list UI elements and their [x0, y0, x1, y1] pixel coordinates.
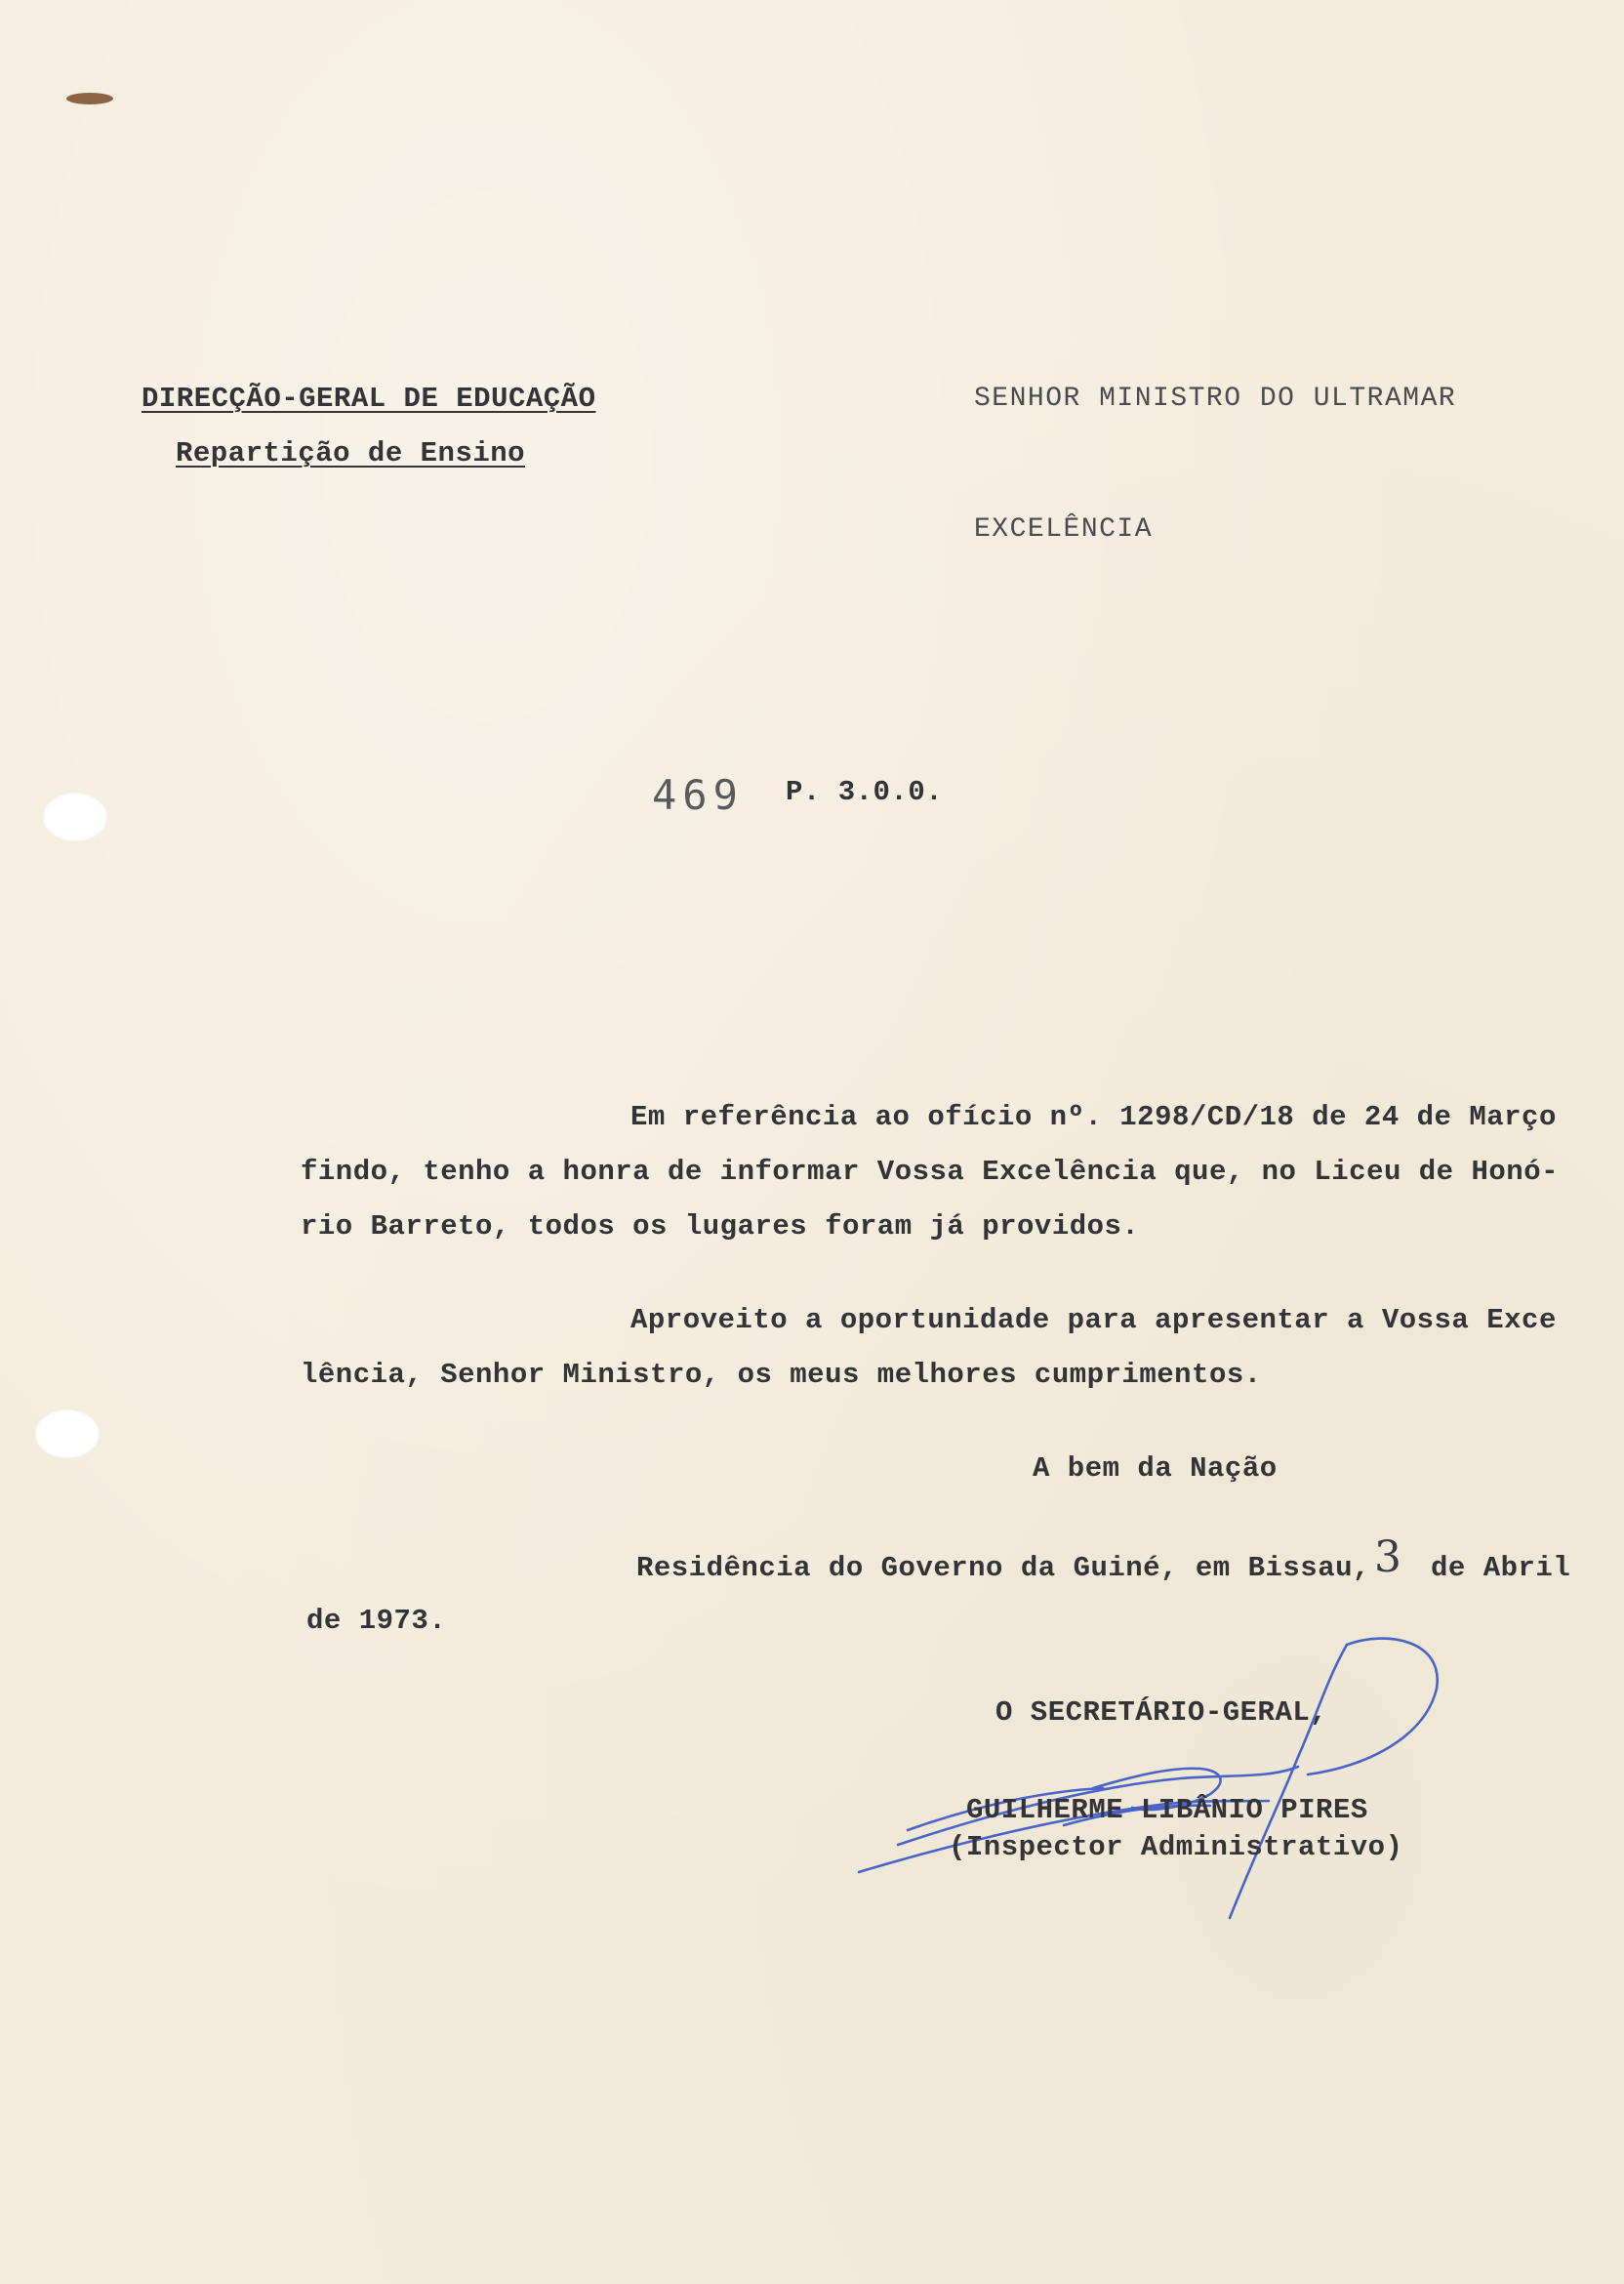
- handwritten-day: 3: [1374, 1532, 1401, 1582]
- handwritten-signature: [839, 1620, 1464, 1952]
- reference-code: P. 3.0.0.: [786, 776, 944, 808]
- signatory-title: O SECRETÁRIO-GERAL,: [995, 1696, 1328, 1729]
- punch-hole-bottom: [35, 1409, 100, 1458]
- addressee: SENHOR MINISTRO DO ULTRAMAR: [974, 384, 1457, 414]
- signatory-role: (Inspector Administrativo): [949, 1831, 1403, 1863]
- dateline-prefix: Residência do Governo da Guiné, em Bissau,: [636, 1552, 1370, 1584]
- body-line: rio Barreto, todos os lugares foram já providos.: [301, 1210, 1140, 1243]
- signatory-name: GUILHERME LIBÂNIO PIRES: [966, 1794, 1368, 1826]
- body-line: findo, tenho a honra de informar Vossa Excelência que, no Liceu de Honó-: [301, 1156, 1560, 1188]
- department-heading: DIRECÇÃO-GERAL DE EDUCAÇÃO: [142, 383, 596, 415]
- body-line: Em referência ao ofício nº. 1298/CD/18 de 24 de Março: [630, 1101, 1557, 1133]
- body-line: lência, Senhor Ministro, os meus melhores cumprimentos.: [301, 1359, 1262, 1391]
- salutation: EXCELÊNCIA: [974, 514, 1154, 545]
- dateline-month: de Abril: [1431, 1552, 1571, 1584]
- section-heading: Repartição de Ensino: [176, 437, 526, 469]
- closing-phrase: A bem da Nação: [1033, 1452, 1278, 1485]
- punch-hole-top: [43, 793, 107, 841]
- body-line: Aproveito a oportunidade para apresentar a Vossa Exce: [630, 1304, 1557, 1336]
- ink-stain: [66, 93, 113, 104]
- dateline-year: de 1973.: [306, 1605, 447, 1637]
- reference-number: 469: [652, 771, 744, 819]
